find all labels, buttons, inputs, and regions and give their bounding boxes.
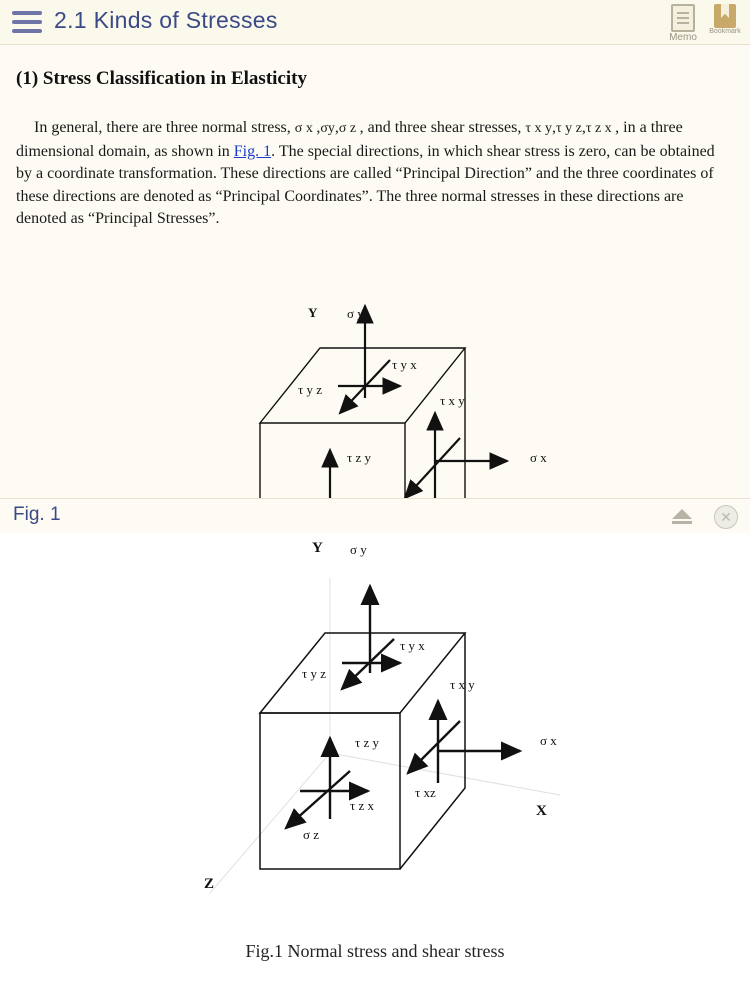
top-bar bbox=[0, 0, 750, 45]
sigma-x-label: σ x bbox=[530, 450, 547, 465]
arrow-sigma-z bbox=[286, 771, 350, 828]
axis-z-label: Z bbox=[204, 876, 215, 892]
close-figure-icon[interactable]: ✕ bbox=[714, 505, 738, 529]
bookmark-icon bbox=[714, 4, 736, 28]
fig-1-link[interactable]: Fig. 1 bbox=[233, 142, 272, 160]
tau-zy-label: τ z y bbox=[355, 735, 379, 750]
tau-yz-label: τ y z bbox=[302, 666, 326, 681]
sigma-z: σ z bbox=[338, 121, 360, 136]
memo-button[interactable] bbox=[664, 4, 702, 43]
para-mid2: , in a three dimensional domain, as shown in bbox=[16, 119, 683, 160]
sigma-z-label: σ z bbox=[303, 827, 320, 842]
tau-xz-label: τ xz bbox=[415, 785, 436, 800]
axis-y-label: Y bbox=[308, 305, 318, 320]
axis-y-label: Y bbox=[312, 540, 323, 556]
sigma-x-label: σ x bbox=[540, 733, 557, 748]
arrow-tau-xz bbox=[405, 438, 460, 498]
tau-xy: τ x y bbox=[525, 121, 552, 136]
sigma-x: σ x bbox=[294, 121, 317, 136]
arrow-tau-xz bbox=[408, 721, 460, 773]
inline-stress-diagram bbox=[240, 248, 547, 508]
sigma-y-label: σ y bbox=[347, 306, 364, 321]
bookmark-label: Bookmark bbox=[709, 28, 741, 35]
tau-yx-label: τ y x bbox=[400, 638, 425, 653]
para-start: In general, there are three normal stress, bbox=[34, 119, 295, 136]
tau-zy-label: τ z y bbox=[347, 450, 371, 465]
figure-bar bbox=[0, 498, 750, 534]
memo-icon bbox=[671, 4, 695, 32]
sep: , bbox=[581, 119, 586, 136]
section-heading: (1) Stress Classification in Elasticity bbox=[16, 68, 307, 89]
sep: , bbox=[551, 119, 556, 136]
cube-top-face bbox=[260, 633, 465, 713]
stress-diagram bbox=[150, 533, 600, 933]
para-end: . The special directions, in which shear stress is zero, can be obtained by a coordinate transformation. These directions are called “Principal Direction” and the three coordinates of these directions are denoted as “Principal Coordinates”. The three normal stresses in these directions are denoted as “Principal Stresses”. bbox=[16, 142, 715, 227]
para-mid1: , and three shear stresses, bbox=[359, 119, 526, 136]
bookmark-button[interactable] bbox=[706, 4, 744, 35]
body-paragraph bbox=[16, 117, 734, 231]
tau-xy-label: τ x y bbox=[440, 393, 465, 408]
sep: , bbox=[316, 119, 321, 136]
tau-yz-label: τ y z bbox=[298, 382, 322, 397]
axis-x-label: X bbox=[536, 803, 547, 819]
menu-icon[interactable] bbox=[12, 11, 42, 33]
document-content[interactable] bbox=[0, 45, 750, 498]
z-axis-line bbox=[210, 753, 330, 893]
figure-panel bbox=[0, 533, 750, 1000]
figure-label: Fig. 1 bbox=[13, 504, 61, 525]
sigma-y-label: σ y bbox=[350, 542, 367, 557]
tau-yx-label: τ y x bbox=[392, 357, 417, 372]
tau-zx-label: τ z x bbox=[350, 798, 374, 813]
x-axis-line bbox=[330, 753, 560, 795]
tau-xy-label: τ x y bbox=[450, 677, 475, 692]
page-title: 2.1 Kinds of Stresses bbox=[54, 7, 278, 33]
sigma-y: σy bbox=[320, 121, 335, 136]
memo-label: Memo bbox=[669, 32, 697, 43]
figure-caption: Fig.1 Normal stress and shear stress bbox=[245, 941, 505, 961]
expand-up-icon[interactable] bbox=[670, 506, 694, 526]
tau-yz: τ y z bbox=[555, 121, 582, 136]
tau-zx: τ z x bbox=[585, 121, 616, 136]
sep: , bbox=[334, 119, 339, 136]
